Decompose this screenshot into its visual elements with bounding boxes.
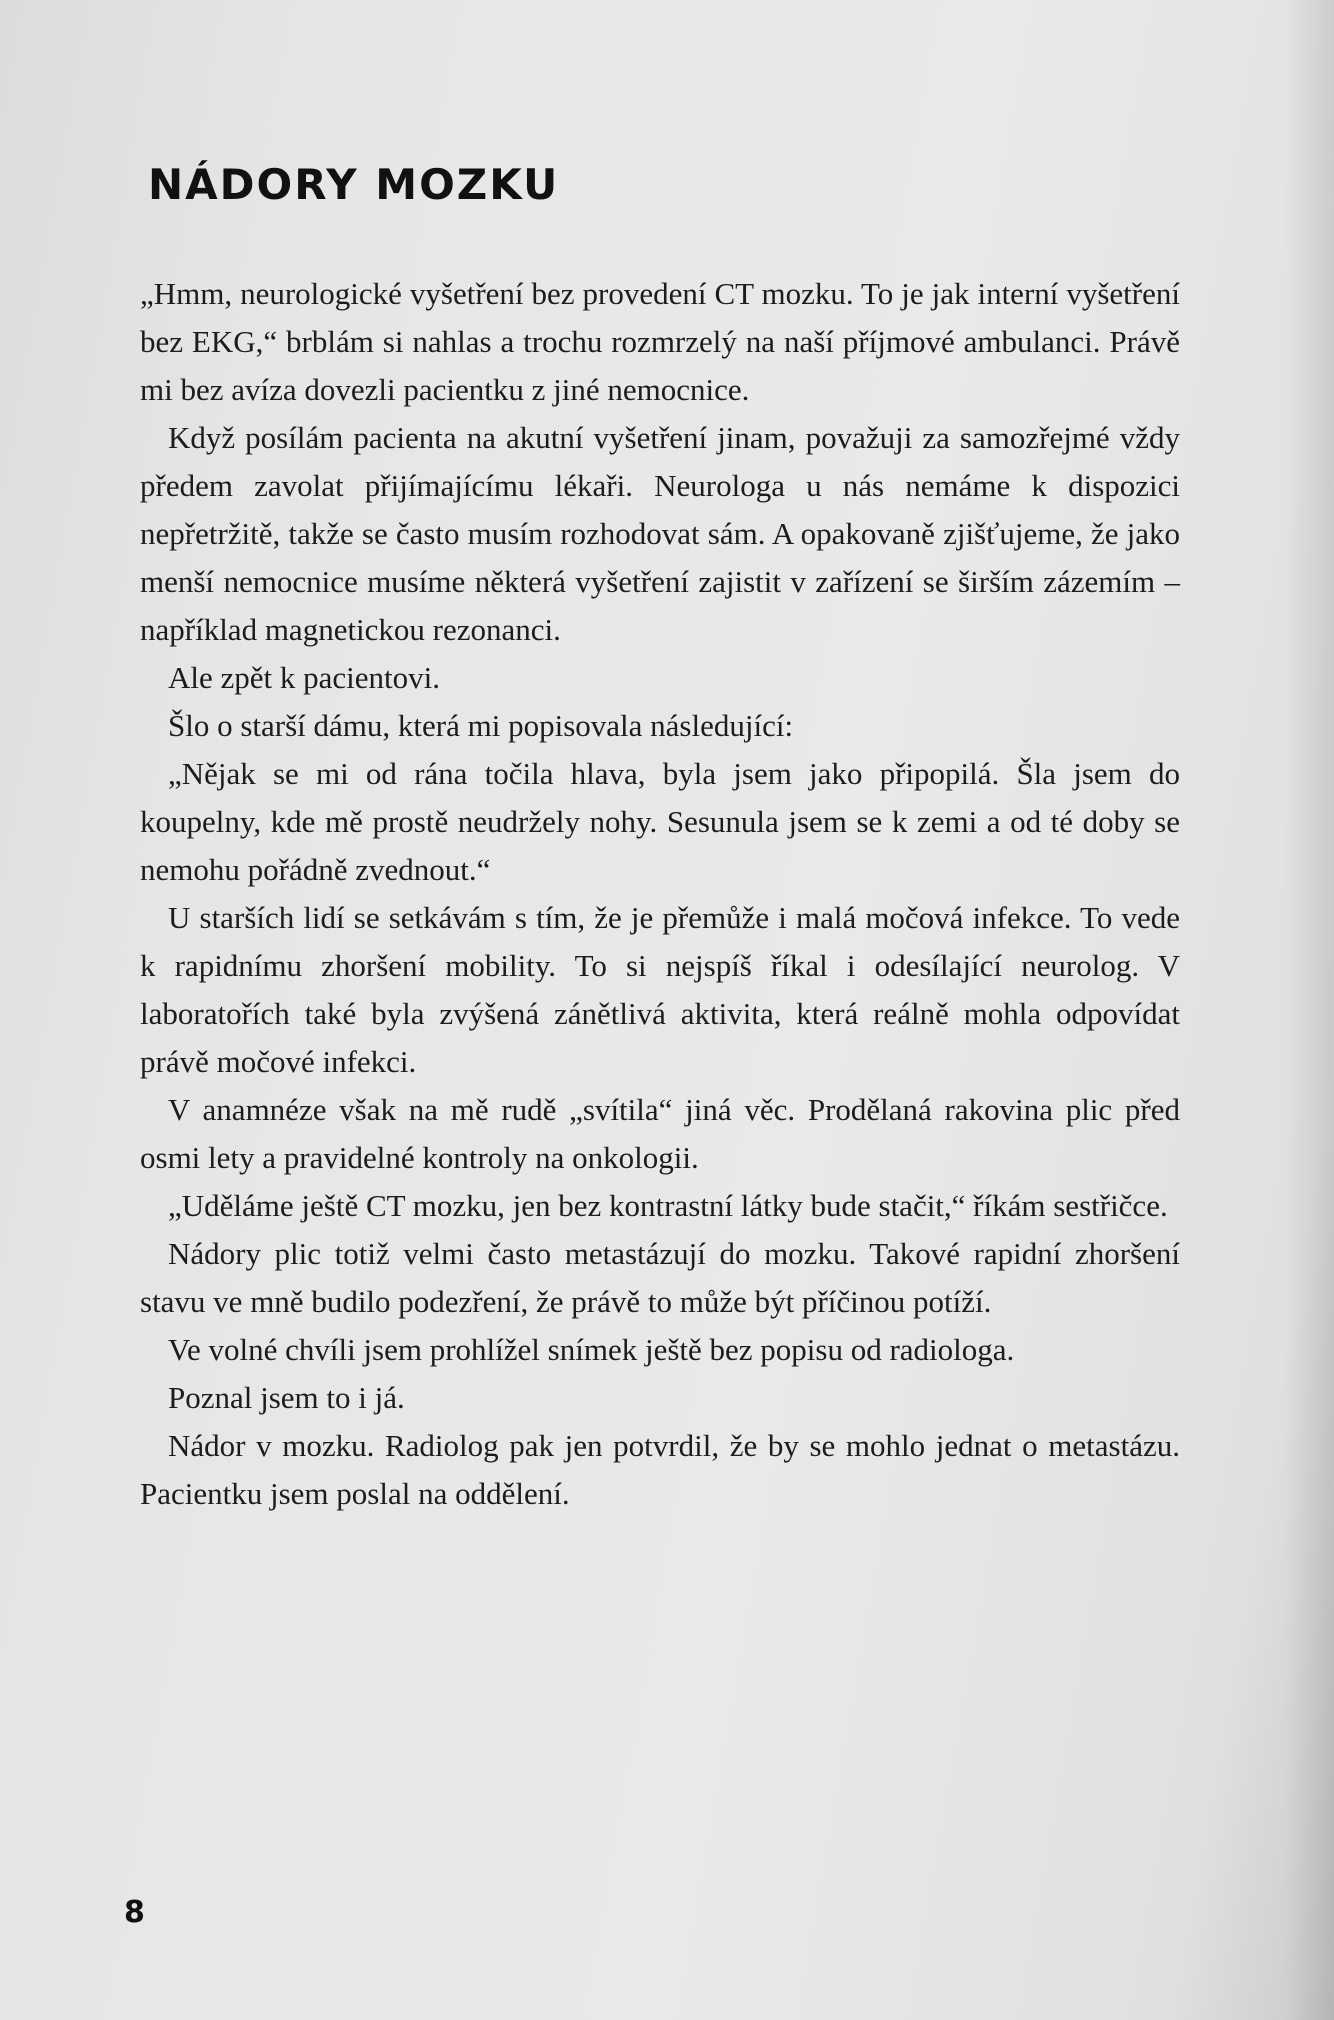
paragraph: „Nějak se mi od rána točila hlava, byla jsem jako připopilá. Šla jsem do koupelny, kde mě prostě neudržely nohy. Sesunula jsem se k zemi a od té doby se nemohu pořádně zvednout.“ [140,756,1180,887]
paragraph: Ale zpět k pacientovi. [168,660,441,695]
paragraph: Nádor v mozku. Radiolog pak jen potvrdil, že by se mohlo jednat o metastázu. Pacientku jsem poslal na oddělení. [140,1428,1180,1511]
paragraph: „Uděláme ještě CT mozku, jen bez kontrastní látky bude stačit,“ říkám sestřičce. [168,1188,1168,1223]
page-edge-shadow [1284,0,1334,2020]
paragraph: Nádory plic totiž velmi často metastázují do mozku. Takové rapidní zhoršení stavu ve mně budilo podezření, že právě to může být příčinou potíží. [140,1236,1180,1319]
paragraph: Poznal jsem to i já. [168,1380,405,1415]
paragraph: Ve volné chvíli jsem prohlížel snímek ještě bez popisu od radiologa. [168,1332,1015,1367]
body-text [140,270,1180,1518]
paragraph: Šlo o starší dámu, která mi popisovala následující: [168,708,794,743]
paragraph: U starších lidí se setkávám s tím, že je přemůže i malá močová infekce. To vede k rapidnímu zhoršení mobility. To si nejspíš říkal i odesílající neurolog. V laboratořích také byla zvýšená zánětlivá aktivita, která reálně mohla odpovídat právě močové infekci. [140,900,1180,1079]
page-number: 8 [124,1895,145,1930]
page-title: NÁDORY MOZKU [148,160,560,209]
paragraph: V anamnéze však na mě rudě „svítila“ jiná věc. Prodělaná rakovina plic před osmi lety a pravidelné kontroly na onkologii. [140,1092,1180,1175]
paragraph: Když posílám pacienta na akutní vyšetření jinam, považuji za samozřejmé vždy předem zavolat přijímajícímu lékaři. Neurologa u nás nemáme k dispozici nepřetržitě, takže se často musím rozhodovat sám. A opakovaně zjišťujeme, že jako menší nemocnice musíme některá vyšetření zajistit v zařízení se širším zázemím – například magnetickou rezonanci. [140,420,1180,647]
paragraph: „Hmm, neurologické vyšetření bez provedení CT mozku. To je jak interní vyšetření bez EKG,“ brblám si nahlas a trochu rozmrzelý na naší příjmové ambulanci. Právě mi bez avíza dovezli pacientku z jiné nemocnice. [140,276,1180,407]
